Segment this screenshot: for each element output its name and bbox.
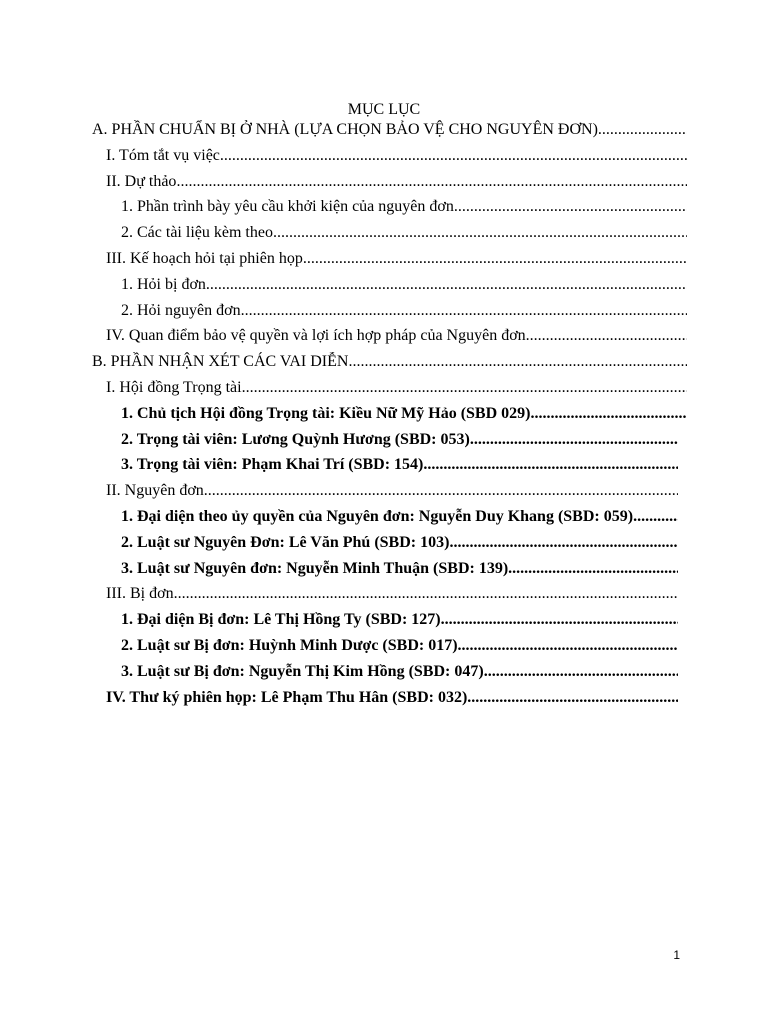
toc-entry[interactable] — [121, 455, 678, 475]
toc-leader-dots — [467, 688, 678, 708]
toc-entry[interactable] — [121, 275, 687, 295]
toc-entry[interactable] — [106, 481, 678, 501]
toc-entry-text: 1. Phần trình bày yêu cầu khởi kiện của nguyên đơn — [121, 198, 454, 216]
toc-entry-text: A. PHẦN CHUẨN BỊ Ở NHÀ (LỰA CHỌN BẢO VỆ CHO NGUYÊN ĐƠN) — [92, 121, 598, 138]
page-number: 1 — [673, 948, 680, 962]
toc-entry-text: 1. Đại diện Bị đơn: Lê Thị Hồng Ty (SBD: 127) — [121, 611, 441, 629]
toc-entry[interactable] — [121, 404, 687, 424]
toc-entry[interactable] — [106, 378, 687, 398]
toc-entry-text: III. Kế hoạch hỏi tại phiên họp — [106, 250, 303, 267]
toc-leader-dots — [441, 610, 678, 630]
toc-entry-text: 3. Trọng tài viên: Phạm Khai Trí (SBD: 154) — [121, 456, 424, 474]
toc-entry-text: 3. Luật sư Nguyên đơn: Nguyễn Minh Thuận (SBD: 139) — [121, 559, 509, 577]
toc-title: MỤC LỤC — [347, 101, 421, 118]
toc-entry-text: 2. Các tài liệu kèm theo — [121, 224, 273, 242]
toc-leader-dots — [242, 378, 687, 398]
toc-leader-dots — [633, 507, 678, 527]
toc-leader-dots — [174, 584, 678, 604]
toc-entry[interactable] — [106, 326, 687, 346]
toc-leader-dots — [303, 249, 687, 269]
toc-entry[interactable] — [121, 223, 687, 243]
toc-entry-text: 1. Hỏi bị đơn — [121, 275, 206, 293]
toc-leader-dots — [241, 301, 687, 321]
toc-entry[interactable] — [106, 146, 687, 166]
toc-entry[interactable] — [92, 120, 687, 140]
toc-entry[interactable] — [106, 249, 687, 269]
toc-entry-text: II. Nguyên đơn — [106, 482, 204, 500]
toc-leader-dots — [484, 662, 678, 682]
toc-entry-text: 2. Hỏi nguyên đơn — [121, 301, 241, 319]
toc-entry-text: 2. Luật sư Nguyên Đơn: Lê Văn Phú (SBD: 103) — [121, 533, 450, 551]
toc-entry[interactable] — [121, 301, 687, 321]
toc-leader-dots — [423, 455, 678, 475]
toc-entry-text: IV. Thư ký phiên họp: Lê Phạm Thu Hân (SBD: 032) — [106, 688, 468, 706]
toc-leader-dots — [458, 636, 678, 656]
toc-leader-dots — [530, 404, 687, 424]
toc-entry[interactable] — [92, 352, 687, 372]
toc-entry-text: 1. Chủ tịch Hội đồng Trọng tài: Kiều Nữ Mỹ Hảo (SBD 029) — [121, 404, 531, 422]
toc-entry[interactable] — [121, 636, 678, 656]
toc-entry[interactable] — [121, 197, 687, 217]
toc-leader-dots — [454, 197, 687, 217]
toc-entry[interactable] — [121, 559, 678, 579]
toc-leader-dots — [470, 430, 678, 450]
toc-entry-text: 2. Luật sư Bị đơn: Huỳnh Minh Dược (SBD: 017) — [121, 637, 458, 654]
toc-entry[interactable] — [106, 172, 687, 192]
toc-entry-text: B. PHẦN NHẬN XÉT CÁC VAI DIỄN — [92, 353, 349, 371]
toc-entry-text: I. Hội đồng Trọng tài — [106, 379, 242, 396]
toc-entry-text: II. Dự thảo — [106, 172, 177, 190]
toc-entry-text: I. Tóm tắt vụ việc — [106, 146, 220, 164]
toc-leader-dots — [449, 533, 678, 553]
toc-entry[interactable] — [121, 507, 678, 527]
toc-entry-text: 3. Luật sư Bị đơn: Nguyễn Thị Kim Hồng (SBD: 047) — [121, 662, 484, 680]
toc-leader-dots — [273, 223, 687, 243]
toc-entry[interactable] — [121, 610, 678, 630]
toc-entry[interactable] — [121, 533, 678, 553]
toc-leader-dots — [220, 146, 687, 166]
toc-entry[interactable] — [121, 662, 678, 682]
toc-entry-text: III. Bị đơn — [106, 585, 174, 603]
toc-entry-text: IV. Quan điểm bảo vệ quyền và lợi ích hợp pháp của Nguyên đơn — [106, 327, 526, 345]
toc-entry-text: 1. Đại diện theo ủy quyền của Nguyên đơn: Nguyễn Duy Khang (SBD: 059) — [121, 508, 634, 525]
toc-entry[interactable] — [106, 584, 678, 604]
toc-leader-dots — [176, 172, 687, 192]
toc-leader-dots — [526, 326, 687, 346]
toc-entry[interactable] — [121, 430, 678, 450]
toc-leader-dots — [204, 481, 678, 501]
toc-leader-dots — [206, 275, 687, 295]
toc-leader-dots — [598, 120, 687, 140]
toc-entry-text: 2. Trọng tài viên: Lương Quỳnh Hương (SBD: 053) — [121, 430, 470, 448]
toc-entry[interactable] — [106, 688, 678, 708]
toc-leader-dots — [348, 352, 687, 372]
toc-leader-dots — [508, 559, 678, 579]
